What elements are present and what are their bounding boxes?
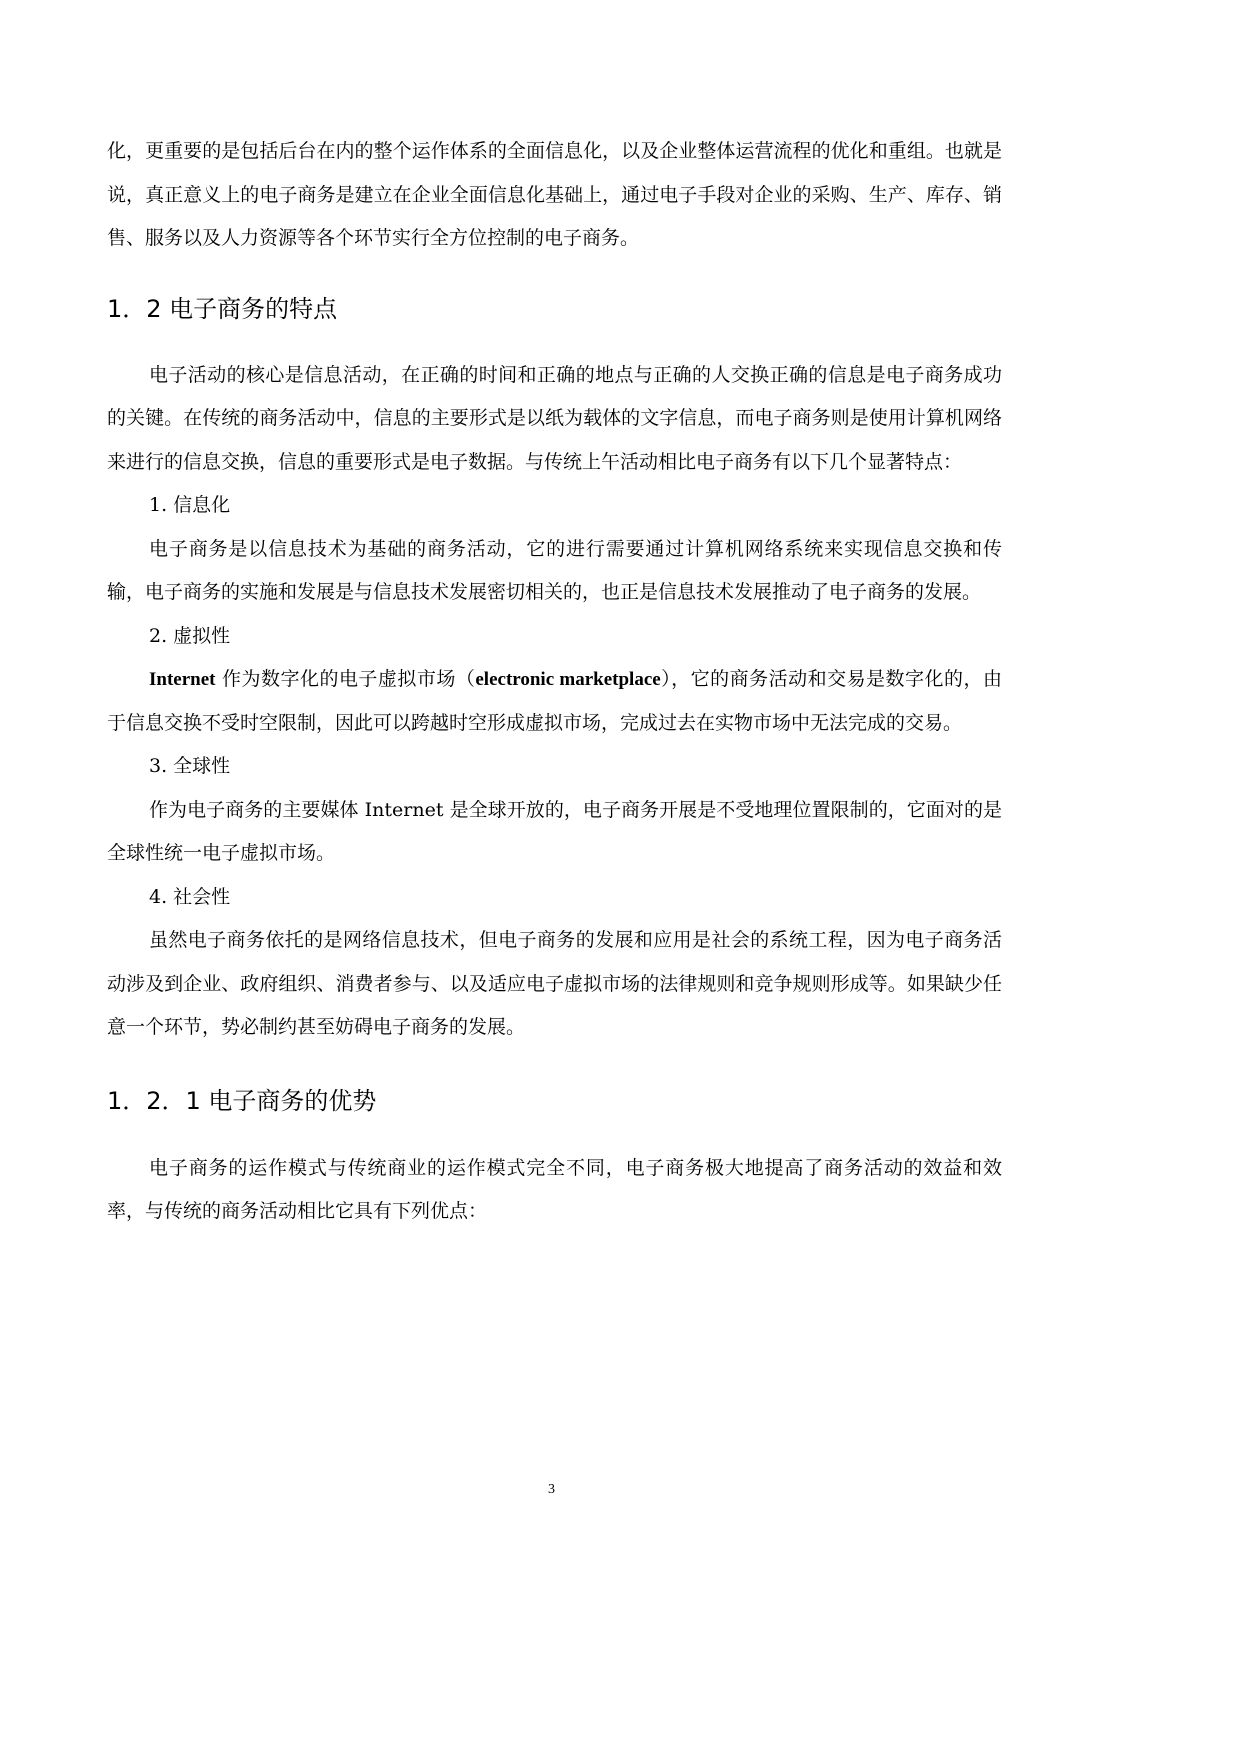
item-1-text: 电子商务是以信息技术为基础的商务活动，它的进行需要通过计算机网络系统来实现信息交换和传输，电子商务的实施和发展是与信息技术发展密切相关的，也正是信息技术发展推动了电子商务的发展。 bbox=[107, 537, 1002, 603]
section-heading-1-2-1: 1．2．1 电子商务的优势 bbox=[107, 1086, 377, 1115]
item-2-text bbox=[107, 658, 1002, 745]
item-4-label: 4. 社会性 bbox=[149, 885, 231, 908]
item-3-text: 作为电子商务的主要媒体 Internet 是全球开放的，电子商务开展是不受地理位置限制的，它面对的是全球性统一电子虚拟市场。 bbox=[107, 798, 1002, 864]
section-1-2-1-text: 电子商务的运作模式与传统商业的运作模式完全不同，电子商务极大地提高了商务活动的效益和效率，与传统的商务活动相比它具有下列优点： bbox=[107, 1156, 1002, 1222]
item-2-text-rest: ），它的商务活动和交易是数字化的，由于信息交换不受时空限制，因此可以跨越时空形成虚拟市场，完成过去在实物市场中无法完成的交易。 bbox=[107, 668, 1002, 734]
item-1-label: 1. 信息化 bbox=[149, 494, 231, 516]
term-internet: Internet bbox=[149, 669, 216, 690]
page-number: 3 bbox=[548, 1482, 555, 1497]
item-2-label: 2. 虚拟性 bbox=[149, 624, 231, 647]
intro-paragraph: 化，更重要的是包括后台在内的整个运作体系的全面信息化，以及企业整体运营流程的优化和重组。也就是说，真正意义上的电子商务是建立在企业全面信息化基础上，通过电子手段对企业的采购、生产、库存、销售、服务以及人力资源等各个环节实行全方位控制的电子商务。 bbox=[107, 140, 1002, 249]
page-content bbox=[107, 130, 1002, 1234]
section-heading-1-2: 1．2 电子商务的特点 bbox=[107, 294, 338, 323]
section-1-2-intro: 电子活动的核心是信息活动，在正确的时间和正确的地点与正确的人交换正确的信息是电子商务成功的关键。在传统的商务活动中，信息的主要形式是以纸为载体的文字信息，而电子商务则是使用计算机网络来进行的信息交换，信息的重要形式是电子数据。与传统上午活动相比电子商务有以下几个显著特点： bbox=[107, 363, 1002, 473]
item-2-text-mid: 作为数字化的电子虚拟市场（ bbox=[215, 668, 476, 690]
item-3-label: 3. 全球性 bbox=[149, 755, 231, 777]
term-electronic-marketplace: electronic marketplace bbox=[475, 669, 661, 690]
item-4-text: 虽然电子商务依托的是网络信息技术，但电子商务的发展和应用是社会的系统工程，因为电子商务活动涉及到企业、政府组织、消费者参与、以及适应电子虚拟市场的法律规则和竞争规则形成等。如果缺少任意一个环节，势必制约甚至妨碍电子商务的发展。 bbox=[107, 929, 1002, 1038]
